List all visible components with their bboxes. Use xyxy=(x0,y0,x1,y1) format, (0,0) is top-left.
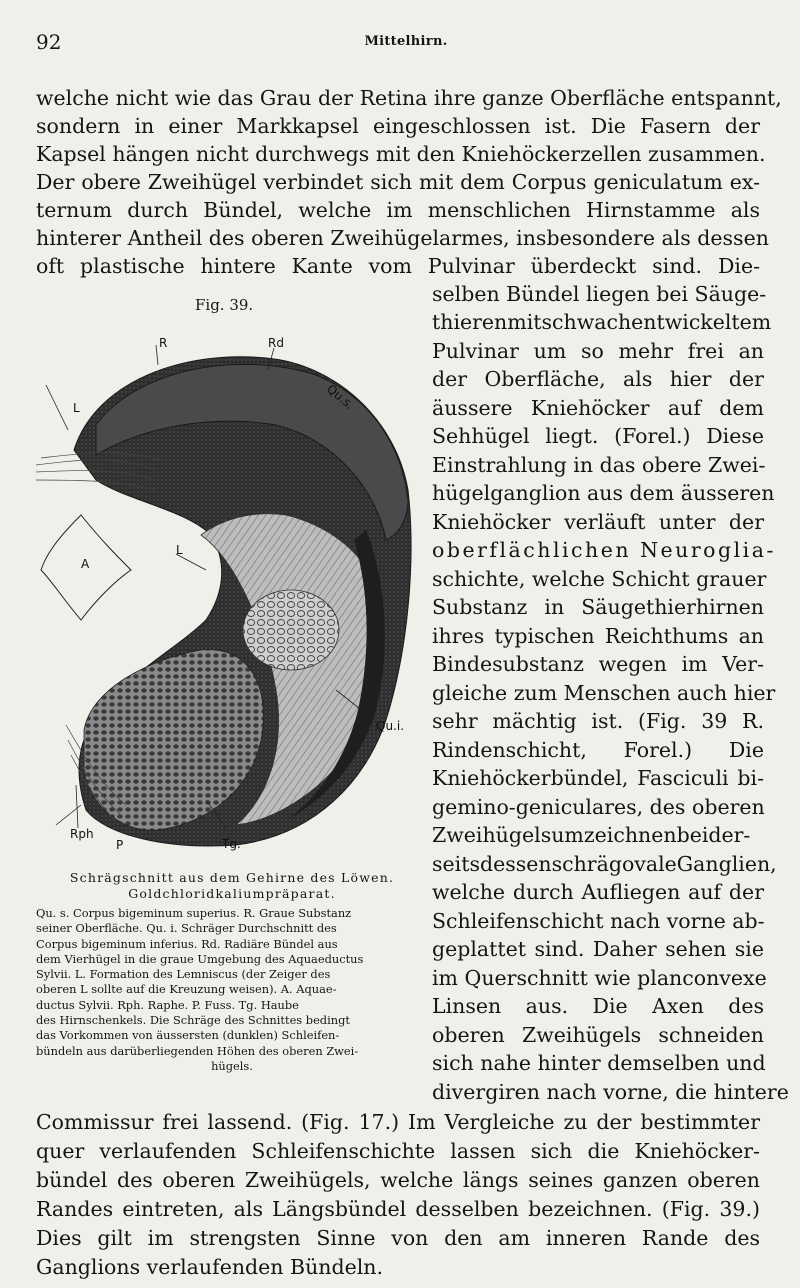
text-line: Der obere Zweihügel verbindet sich mit dem Corpus geniculatum ex- xyxy=(36,170,760,194)
fig-letter-l-lower: L xyxy=(176,543,183,557)
fig-letter-r: R xyxy=(159,336,168,350)
caption-line: Sylvii. L. Formation des Lemniscus (der Zeiger des xyxy=(36,967,331,982)
fig-letter-qus: Qu.s. xyxy=(324,381,357,413)
side-text-line: thierenmitschwachentwickeltem xyxy=(432,310,772,334)
side-text-line: Kniehöcker verläuft unter der xyxy=(432,510,764,534)
fig-letter-p: P xyxy=(116,838,124,852)
side-text-line: sehr mächtig ist. (Fig. 39 R. xyxy=(432,709,764,733)
text-line: Commissur frei lassend. (Fig. 17.) Im Vergleiche zu der bestimmter xyxy=(36,1110,760,1134)
fig-letter-tg: Tg. xyxy=(222,837,241,851)
figure-caption-title xyxy=(36,870,428,901)
caption-line: bündeln aus darüberliegenden Höhen des oberen Zwei- xyxy=(36,1043,359,1058)
side-text-line: seitsdessenschrägovaleGanglien, xyxy=(432,852,777,876)
fig-letter-qui: Qu.i. xyxy=(376,719,405,733)
fig-letter-rd: Rd xyxy=(268,336,284,350)
text-line: hinterer Antheil des oberen Zweihügelarmes, insbesondere als dessen xyxy=(36,226,769,250)
text-line: ternum durch Bündel, welche im menschlichen Hirnstamme als xyxy=(36,198,760,222)
caption-title-line: Schrägschnitt aus dem Gehirne des Löwen. xyxy=(69,870,395,885)
fig-letter-rph: Rph xyxy=(70,827,94,841)
side-text-line: oberflächlichen Neuroglia- xyxy=(432,538,776,562)
caption-line: des Hirnschenkels. Die Schräge des Schnittes bedingt xyxy=(36,1012,350,1027)
caption-line: oberen L sollte auf die Kreuzung weisen). A. Aquae- xyxy=(36,982,337,997)
side-text-line: divergiren nach vorne, die hintere xyxy=(432,1080,789,1104)
side-text-line: gemino-geniculares, des oberen xyxy=(432,795,765,819)
side-text-line: sich nahe hinter demselben und xyxy=(432,1051,766,1075)
page-header xyxy=(36,30,776,54)
side-text-line: welche durch Aufliegen auf der xyxy=(432,880,764,904)
text-line: oft plastische hintere Kante vom Pulvinar überdeckt sind. Die- xyxy=(36,254,760,278)
side-text-line: Zweihügelsumzeichnenbeider- xyxy=(432,823,751,847)
caption-line: das Vorkommen von äussersten (dunklen) Schleifen- xyxy=(36,1028,340,1043)
page-number: 92 xyxy=(36,30,62,54)
caption-line: dem Vierhügel in die graue Umgebung des Aquaeductus xyxy=(36,951,364,966)
caption-subtitle-line: Goldchloridkaliumpräparat. xyxy=(128,885,336,901)
side-text-line: der Oberfläche, als hier der xyxy=(432,367,764,391)
text-line: sondern in einer Markkapsel eingeschlossen ist. Die Fasern der xyxy=(36,114,760,138)
brain-section-illustration xyxy=(36,330,416,860)
side-text-line: Einstrahlung in das obere Zwei- xyxy=(432,453,766,477)
side-text-line: Rindenschicht, Forel.) Die xyxy=(432,738,764,762)
side-text-line: hügelganglion aus dem äusseren xyxy=(432,481,775,505)
side-text-line: Linsen aus. Die Axen des xyxy=(432,994,764,1018)
text-line: welche nicht wie das Grau der Retina ihre ganze Oberfläche entspannt, xyxy=(36,86,782,110)
side-text-line: Substanz in Säugethierhirnen xyxy=(432,595,764,619)
side-text-line: Pulvinar um so mehr frei an xyxy=(432,339,764,363)
side-text-line: äussere Kniehöcker auf dem xyxy=(432,396,764,420)
side-text-line: im Querschnitt wie planconvexe xyxy=(432,966,767,990)
caption-line: ductus Sylvii. Rph. Raphe. P. Fuss. Tg. Haube xyxy=(36,997,299,1012)
side-text-line: selben Bündel liegen bei Säuge- xyxy=(432,282,767,306)
side-text-line: geplattet sind. Daher sehen sie xyxy=(432,937,764,961)
side-text-line: Bindesubstanz wegen im Ver- xyxy=(432,652,764,676)
side-text-line: ihres typischen Reichthums an xyxy=(432,624,764,648)
side-text-line: Schleifenschicht nach vorne ab- xyxy=(432,909,765,933)
fig-letter-a: A xyxy=(81,557,90,571)
text-line: bündel des oberen Zweihügels, welche längs seines ganzen oberen xyxy=(36,1168,760,1192)
text-line: Kapsel hängen nicht durchwegs mit den Kniehöckerzellen zusammen. xyxy=(36,142,766,166)
figure-label: Fig. 39. xyxy=(195,296,254,314)
text-line: Ganglions verlaufenden Bündeln. xyxy=(36,1255,384,1279)
caption-line: Qu. s. Corpus bigeminum superius. R. Graue Substanz xyxy=(36,906,352,920)
caption-line: seiner Oberfläche. Qu. i. Schräger Durchschnitt des xyxy=(36,921,337,936)
figure-caption-legend xyxy=(36,906,428,1074)
side-text-line: gleiche zum Menschen auch hier xyxy=(432,681,776,705)
caption-line: hügels. xyxy=(211,1058,253,1073)
figure-39-brain-section xyxy=(36,330,416,860)
side-text-line: Sehhügel liegt. (Forel.) Diese xyxy=(432,424,764,448)
side-text-line: Kniehöckerbündel, Fasciculi bi- xyxy=(432,766,764,790)
side-text-line: oberen Zweihügels schneiden xyxy=(432,1023,764,1047)
running-title: Mittelhirn. xyxy=(364,34,448,49)
caption-line: Corpus bigeminum inferius. Rd. Radiäre Bündel aus xyxy=(36,936,338,951)
side-text-line: schichte, welche Schicht grauer xyxy=(432,567,767,591)
text-line: quer verlaufenden Schleifenschichte lassen sich die Kniehöcker- xyxy=(36,1139,760,1163)
text-line: Randes eintreten, als Längsbündel desselben bezeichnen. (Fig. 39.) xyxy=(36,1197,760,1221)
text-line: Dies gilt im strengsten Sinne von den am inneren Rande des xyxy=(36,1226,760,1250)
fig-letter-l: L xyxy=(73,401,80,415)
